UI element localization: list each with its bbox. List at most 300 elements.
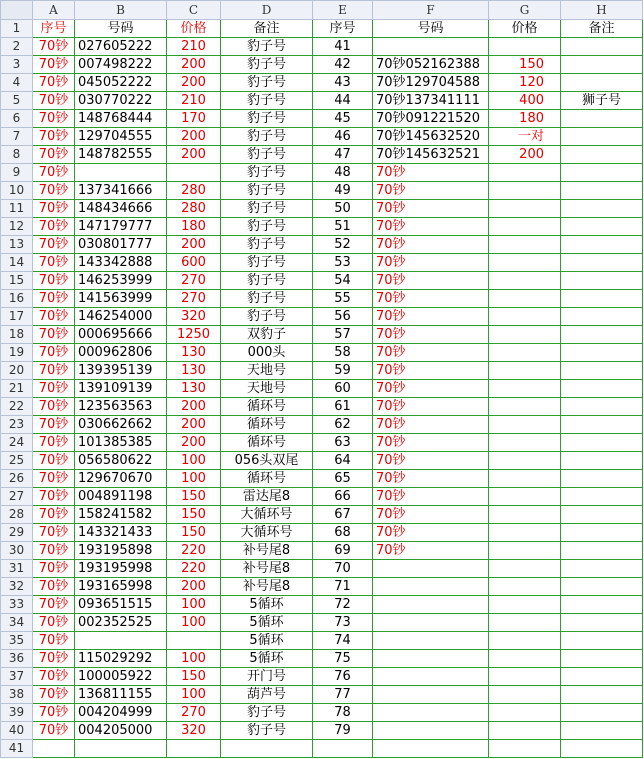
cell-sequence-2[interactable]: 41 [313,38,373,56]
cell-number-2[interactable] [373,578,489,596]
row-header[interactable]: 33 [1,596,33,614]
cell-price[interactable]: 100 [167,686,221,704]
cell-sequence[interactable]: 70钞 [33,398,75,416]
cell-note-2[interactable] [561,488,643,506]
cell-sequence-2[interactable]: 77 [313,686,373,704]
cell-price-2[interactable] [489,524,561,542]
cell-sequence[interactable]: 70钞 [33,596,75,614]
cell-sequence[interactable]: 70钞 [33,290,75,308]
cell-sequence-2[interactable]: 70 [313,560,373,578]
cell-number[interactable]: 030801777 [75,236,167,254]
cell-price[interactable]: 100 [167,596,221,614]
cell-note[interactable]: 000头 [221,344,313,362]
row-header[interactable]: 11 [1,200,33,218]
cell-number-2[interactable]: 70钞 [373,344,489,362]
cell-number-2[interactable]: 70钞 [373,398,489,416]
cell-price[interactable]: 270 [167,272,221,290]
cell-note[interactable]: 豹子号 [221,236,313,254]
cell-sequence-2[interactable]: 57 [313,326,373,344]
cell-note[interactable]: 豹子号 [221,92,313,110]
cell-number-2[interactable]: 70钞 [373,470,489,488]
row-header[interactable]: 6 [1,110,33,128]
cell-number[interactable]: 000962806 [75,344,167,362]
cell-number[interactable] [75,632,167,650]
cell-note-2[interactable] [561,560,643,578]
cell-price[interactable]: 150 [167,506,221,524]
cell-price[interactable] [167,164,221,182]
cell-sequence[interactable]: 70钞 [33,704,75,722]
cell-sequence-2[interactable]: 54 [313,272,373,290]
cell-note[interactable]: 豹子号 [221,272,313,290]
cell-sequence-2[interactable]: 59 [313,362,373,380]
cell-price-2[interactable]: 一对 [489,128,561,146]
cell-note-2[interactable] [561,704,643,722]
cell-price-2[interactable] [489,470,561,488]
cell-note[interactable]: 豹子号 [221,128,313,146]
cell-note-2[interactable] [561,236,643,254]
cell-number[interactable]: 093651515 [75,596,167,614]
cell-price[interactable]: 270 [167,290,221,308]
row-header[interactable]: 24 [1,434,33,452]
cell-note[interactable]: 循环号 [221,434,313,452]
cell-number[interactable]: 129704555 [75,128,167,146]
cell-note[interactable]: 豹子号 [221,308,313,326]
cell-sequence[interactable]: 70钞 [33,380,75,398]
cell-number[interactable]: 056580622 [75,452,167,470]
cell-sequence[interactable]: 70钞 [33,650,75,668]
cell-note[interactable]: 循环号 [221,398,313,416]
cell-number[interactable]: 193195898 [75,542,167,560]
cell-note[interactable]: 豹子号 [221,218,313,236]
cell-note[interactable]: 豹子号 [221,290,313,308]
cell-number[interactable]: 136811155 [75,686,167,704]
cell-price[interactable]: 220 [167,560,221,578]
cell-number[interactable]: 139395139 [75,362,167,380]
cell-number-2[interactable]: 70钞 [373,434,489,452]
cell-number-2[interactable]: 70钞 [373,272,489,290]
cell-price[interactable]: 150 [167,524,221,542]
cell-price-2[interactable] [489,38,561,56]
cell-sequence-2[interactable]: 50 [313,200,373,218]
row-header[interactable]: 30 [1,542,33,560]
cell-number-2[interactable]: 70钞052162388 [373,56,489,74]
cell-note-2[interactable] [561,74,643,92]
row-header[interactable]: 22 [1,398,33,416]
cell-note-2[interactable] [561,668,643,686]
cell-note[interactable]: 5循环 [221,650,313,668]
column-header-a[interactable]: A [33,1,75,20]
cell-price-2[interactable] [489,488,561,506]
cell-number[interactable]: 148768444 [75,110,167,128]
row-header[interactable]: 4 [1,74,33,92]
cell-number[interactable]: 193165998 [75,578,167,596]
cell-number[interactable]: 100005922 [75,668,167,686]
cell-sequence[interactable]: 70钞 [33,632,75,650]
cell-sequence[interactable]: 70钞 [33,722,75,740]
cell-note[interactable]: 循环号 [221,470,313,488]
cell-sequence[interactable]: 70钞 [33,236,75,254]
cell-sequence[interactable]: 70钞 [33,488,75,506]
cell-note-2[interactable] [561,146,643,164]
cell-price[interactable]: 100 [167,452,221,470]
row-header[interactable]: 32 [1,578,33,596]
cell-number[interactable]: 146254000 [75,308,167,326]
cell-price-2[interactable] [489,596,561,614]
cell-price[interactable]: 210 [167,92,221,110]
cell-note-2[interactable] [561,686,643,704]
cell-sequence[interactable]: 70钞 [33,110,75,128]
cell-sequence-2[interactable]: 46 [313,128,373,146]
cell-sequence-2[interactable]: 69 [313,542,373,560]
cell-sequence-2[interactable]: 52 [313,236,373,254]
cell-note[interactable]: 天地号 [221,362,313,380]
cell-note[interactable]: 豹子号 [221,722,313,740]
cell-price-2[interactable] [489,452,561,470]
row-header[interactable]: 29 [1,524,33,542]
cell-note[interactable]: 双豹子 [221,326,313,344]
cell-price-2[interactable]: 400 [489,92,561,110]
cell-price-2[interactable] [489,290,561,308]
cell-sequence-2[interactable]: 68 [313,524,373,542]
cell-number-2[interactable] [373,614,489,632]
cell-note[interactable]: 天地号 [221,380,313,398]
cell-sequence-2[interactable]: 51 [313,218,373,236]
cell-number-2[interactable] [373,560,489,578]
row-header[interactable]: 25 [1,452,33,470]
row-header[interactable]: 19 [1,344,33,362]
cell-number[interactable]: 139109139 [75,380,167,398]
cell-sequence-2[interactable]: 42 [313,56,373,74]
cell-number-2[interactable] [373,38,489,56]
cell-number-2[interactable]: 70钞 [373,380,489,398]
cell-price-2[interactable] [489,308,561,326]
cell-number-2[interactable]: 70钞 [373,416,489,434]
column-header-g[interactable]: G [489,1,561,20]
cell-number[interactable]: 137341666 [75,182,167,200]
cell-number-2[interactable]: 70钞145632521 [373,146,489,164]
cell-sequence-2[interactable]: 72 [313,596,373,614]
cell-note[interactable]: 大循环号 [221,524,313,542]
cell-price-2[interactable] [489,704,561,722]
cell-sequence-2[interactable]: 56 [313,308,373,326]
cell-number-2[interactable]: 70钞 [373,524,489,542]
row-header[interactable]: 10 [1,182,33,200]
row-header[interactable]: 15 [1,272,33,290]
cell-sequence[interactable]: 70钞 [33,362,75,380]
cell-price[interactable]: 270 [167,704,221,722]
cell-note-2[interactable] [561,650,643,668]
cell-sequence[interactable]: 70钞 [33,506,75,524]
cell[interactable]: 备注 [561,20,643,38]
cell-note-2[interactable] [561,128,643,146]
cell-sequence[interactable]: 70钞 [33,344,75,362]
cell-sequence[interactable]: 70钞 [33,254,75,272]
cell-price[interactable]: 1250 [167,326,221,344]
cell-sequence-2[interactable]: 53 [313,254,373,272]
cell-note-2[interactable] [561,308,643,326]
cell-price-2[interactable] [489,632,561,650]
row-header[interactable]: 39 [1,704,33,722]
cell-number-2[interactable]: 70钞 [373,362,489,380]
cell-note-2[interactable] [561,362,643,380]
cell-price[interactable]: 200 [167,398,221,416]
cell-sequence[interactable]: 70钞 [33,164,75,182]
cell-sequence[interactable] [33,740,75,758]
cell-note[interactable]: 5循环 [221,632,313,650]
cell-number-2[interactable]: 70钞 [373,290,489,308]
cell-price-2[interactable] [489,650,561,668]
cell-number[interactable]: 004204999 [75,704,167,722]
cell-number[interactable] [75,164,167,182]
cell-sequence-2[interactable]: 61 [313,398,373,416]
row-header[interactable]: 34 [1,614,33,632]
row-header[interactable]: 8 [1,146,33,164]
cell-note[interactable]: 5循环 [221,614,313,632]
cell-price[interactable]: 180 [167,218,221,236]
cell[interactable]: 备注 [221,20,313,38]
cell-number-2[interactable]: 70钞 [373,218,489,236]
row-header[interactable]: 28 [1,506,33,524]
cell-price-2[interactable] [489,362,561,380]
cell-price[interactable]: 100 [167,470,221,488]
cell-number[interactable]: 147179777 [75,218,167,236]
cell-note-2[interactable] [561,110,643,128]
cell-price-2[interactable] [489,182,561,200]
cell-note[interactable] [221,740,313,758]
cell-note[interactable]: 豹子号 [221,704,313,722]
cell-sequence[interactable]: 70钞 [33,686,75,704]
cell-number[interactable]: 000695666 [75,326,167,344]
cell-price-2[interactable] [489,272,561,290]
cell-number-2[interactable]: 70钞129704588 [373,74,489,92]
row-header[interactable]: 40 [1,722,33,740]
row-header[interactable]: 17 [1,308,33,326]
cell-number-2[interactable]: 70钞137341111 [373,92,489,110]
cell-price-2[interactable] [489,236,561,254]
cell-price-2[interactable] [489,326,561,344]
cell-note-2[interactable] [561,578,643,596]
cell-price-2[interactable] [489,218,561,236]
cell-note[interactable]: 葫芦号 [221,686,313,704]
column-header-c[interactable]: C [167,1,221,20]
cell[interactable]: 序号 [313,20,373,38]
row-header[interactable]: 1 [1,20,33,38]
row-header[interactable]: 13 [1,236,33,254]
cell-note[interactable]: 豹子号 [221,164,313,182]
cell-sequence[interactable]: 70钞 [33,56,75,74]
cell-note[interactable]: 豹子号 [221,146,313,164]
cell-sequence[interactable]: 70钞 [33,416,75,434]
cell-sequence[interactable]: 70钞 [33,272,75,290]
cell-price[interactable]: 200 [167,578,221,596]
cell-sequence-2[interactable]: 58 [313,344,373,362]
cell-note-2[interactable] [561,326,643,344]
row-header[interactable]: 3 [1,56,33,74]
cell-note-2[interactable] [561,56,643,74]
cell-number[interactable]: 030662662 [75,416,167,434]
row-header[interactable]: 27 [1,488,33,506]
cell-price[interactable]: 130 [167,344,221,362]
cell-number[interactable]: 101385385 [75,434,167,452]
cell[interactable]: 号码 [373,20,489,38]
cell-note-2[interactable] [561,722,643,740]
cell-note[interactable]: 豹子号 [221,254,313,272]
select-all-corner[interactable] [1,1,33,20]
cell-note-2[interactable] [561,596,643,614]
cell-sequence-2[interactable]: 76 [313,668,373,686]
cell-sequence-2[interactable]: 74 [313,632,373,650]
cell-note-2[interactable] [561,740,643,758]
cell-number[interactable]: 123563563 [75,398,167,416]
cell-price-2[interactable]: 180 [489,110,561,128]
cell-sequence-2[interactable]: 67 [313,506,373,524]
cell-number-2[interactable]: 70钞 [373,164,489,182]
cell-price[interactable]: 130 [167,380,221,398]
cell-price-2[interactable] [489,164,561,182]
cell-price-2[interactable] [489,614,561,632]
cell-number[interactable]: 143321433 [75,524,167,542]
cell-sequence[interactable]: 70钞 [33,146,75,164]
cell-price[interactable]: 170 [167,110,221,128]
cell-sequence[interactable]: 70钞 [33,128,75,146]
cell-note-2[interactable] [561,254,643,272]
row-header[interactable]: 35 [1,632,33,650]
cell-price-2[interactable] [489,578,561,596]
cell-sequence[interactable]: 70钞 [33,326,75,344]
cell-note-2[interactable] [561,416,643,434]
cell-sequence[interactable]: 70钞 [33,578,75,596]
cell-number-2[interactable] [373,668,489,686]
cell-note-2[interactable] [561,542,643,560]
row-header[interactable]: 26 [1,470,33,488]
cell-note[interactable]: 补号尾8 [221,578,313,596]
row-header[interactable]: 18 [1,326,33,344]
cell-note-2[interactable] [561,380,643,398]
cell-price[interactable]: 150 [167,488,221,506]
cell-price-2[interactable]: 200 [489,146,561,164]
cell-number-2[interactable]: 70钞 [373,200,489,218]
cell-number-2[interactable] [373,704,489,722]
row-header[interactable]: 2 [1,38,33,56]
cell-note-2[interactable] [561,470,643,488]
cell-sequence-2[interactable]: 60 [313,380,373,398]
cell-sequence-2[interactable]: 62 [313,416,373,434]
cell-number[interactable]: 002352525 [75,614,167,632]
cell-note[interactable]: 豹子号 [221,38,313,56]
cell-note[interactable]: 大循环号 [221,506,313,524]
cell-note[interactable]: 豹子号 [221,74,313,92]
cell-number[interactable]: 045052222 [75,74,167,92]
cell-number[interactable]: 115029292 [75,650,167,668]
cell-number-2[interactable]: 70钞 [373,182,489,200]
cell-sequence-2[interactable]: 78 [313,704,373,722]
cell-price-2[interactable] [489,686,561,704]
cell-number-2[interactable]: 70钞 [373,488,489,506]
row-header[interactable]: 12 [1,218,33,236]
cell-price[interactable]: 130 [167,362,221,380]
cell-sequence[interactable]: 70钞 [33,38,75,56]
cell-sequence[interactable]: 70钞 [33,200,75,218]
cell-sequence[interactable]: 70钞 [33,182,75,200]
cell-price-2[interactable] [489,506,561,524]
cell-note[interactable]: 5循环 [221,596,313,614]
cell-note-2[interactable] [561,398,643,416]
cell-price[interactable]: 600 [167,254,221,272]
column-header-e[interactable]: E [313,1,373,20]
cell[interactable]: 号码 [75,20,167,38]
row-header[interactable]: 31 [1,560,33,578]
cell-note[interactable]: 豹子号 [221,182,313,200]
cell-sequence-2[interactable]: 43 [313,74,373,92]
cell-price-2[interactable] [489,200,561,218]
cell-number[interactable]: 027605222 [75,38,167,56]
cell-price-2[interactable] [489,344,561,362]
cell-note[interactable]: 豹子号 [221,200,313,218]
cell-number-2[interactable]: 70钞 [373,326,489,344]
cell-number[interactable] [75,740,167,758]
cell-number-2[interactable]: 70钞 [373,542,489,560]
cell-number[interactable]: 146253999 [75,272,167,290]
cell-price-2[interactable] [489,560,561,578]
cell-price[interactable]: 320 [167,722,221,740]
cell-price-2[interactable] [489,722,561,740]
column-header-h[interactable]: H [561,1,643,20]
cell-sequence-2[interactable]: 49 [313,182,373,200]
cell-note-2[interactable] [561,434,643,452]
cell-number-2[interactable] [373,722,489,740]
cell-price[interactable]: 200 [167,128,221,146]
cell-note-2[interactable] [561,200,643,218]
cell-number-2[interactable]: 70钞 [373,506,489,524]
cell-sequence[interactable]: 70钞 [33,668,75,686]
cell-number[interactable]: 030770222 [75,92,167,110]
row-header[interactable]: 38 [1,686,33,704]
column-header-d[interactable]: D [221,1,313,20]
cell-price[interactable]: 200 [167,416,221,434]
cell-note[interactable]: 056头双尾 [221,452,313,470]
cell-price[interactable]: 210 [167,38,221,56]
cell-sequence-2[interactable]: 66 [313,488,373,506]
cell-note-2[interactable] [561,632,643,650]
cell-note-2[interactable] [561,344,643,362]
cell-note-2[interactable] [561,182,643,200]
cell[interactable]: 序号 [33,20,75,38]
cell-number-2[interactable] [373,650,489,668]
cell-sequence-2[interactable]: 44 [313,92,373,110]
cell-number[interactable]: 129670670 [75,470,167,488]
cell-price[interactable]: 100 [167,650,221,668]
column-header-b[interactable]: B [75,1,167,20]
cell-sequence-2[interactable]: 71 [313,578,373,596]
cell-sequence-2[interactable]: 63 [313,434,373,452]
cell-number[interactable]: 007498222 [75,56,167,74]
row-header[interactable]: 36 [1,650,33,668]
cell-note[interactable]: 开门号 [221,668,313,686]
cell-price[interactable]: 280 [167,200,221,218]
cell-number-2[interactable] [373,596,489,614]
cell-note-2[interactable]: 狮子号 [561,92,643,110]
cell-number-2[interactable] [373,632,489,650]
cell-price[interactable]: 200 [167,236,221,254]
row-header[interactable]: 23 [1,416,33,434]
cell-note[interactable]: 豹子号 [221,110,313,128]
cell-number[interactable]: 141563999 [75,290,167,308]
cell-number[interactable]: 004205000 [75,722,167,740]
cell-price-2[interactable] [489,668,561,686]
cell-price[interactable]: 100 [167,614,221,632]
cell-number-2[interactable]: 70钞091221520 [373,110,489,128]
cell-sequence-2[interactable]: 64 [313,452,373,470]
